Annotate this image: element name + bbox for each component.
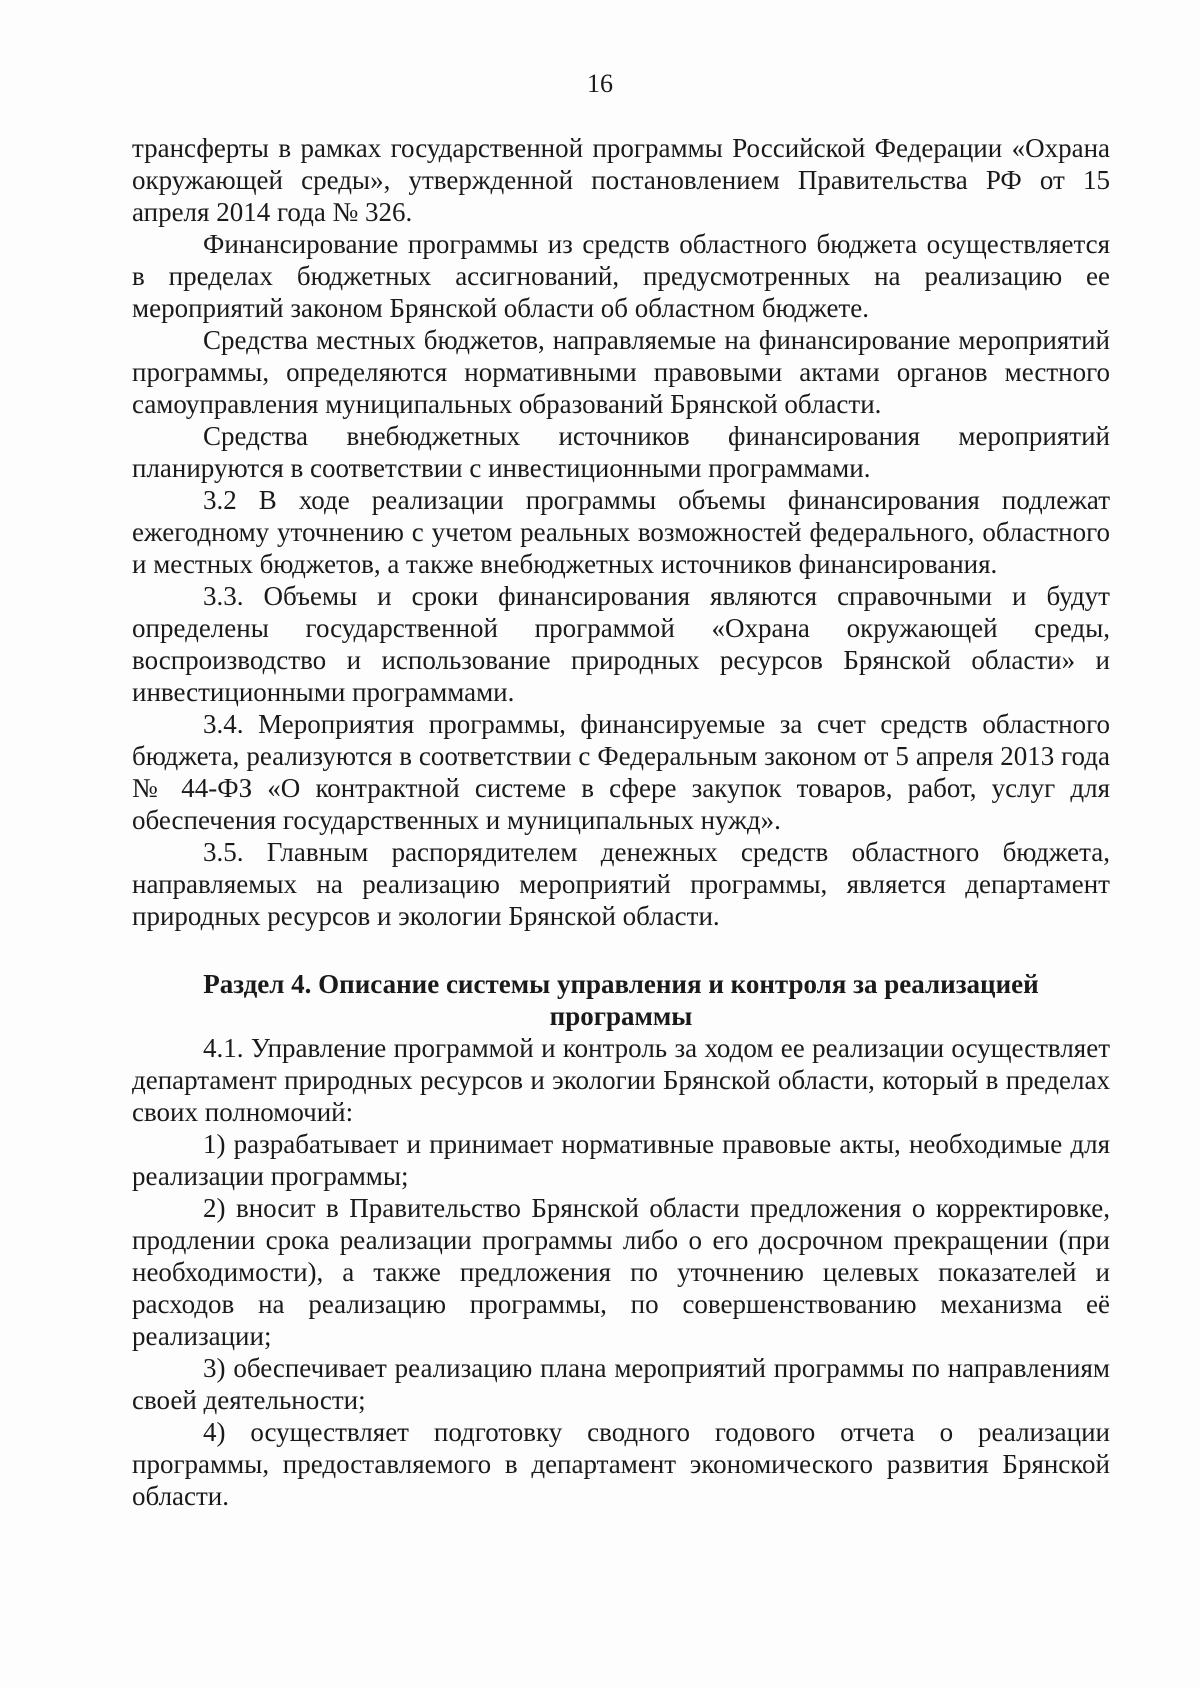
section-heading: Раздел 4. Описание системы управления и контроля за реализацией программы [203,969,1039,1031]
list-item: 4) осуществляет подготовку сводного годового отчета о реализации программы, предоставляемого в департамент экономического развития Брянской области. [132,1417,1110,1511]
paragraph: Финансирование программы из средств областного бюджета осуществляется в пределах бюджетных ассигнований, предусмотренных на реализацию ее мероприятий законом Брянской области об областном бюджете. [132,229,1110,323]
paragraph: 4.1. Управление программой и контроль за ходом ее реализации осуществляет департамент природных ресурсов и экологии Брянской области, который в пределах своих полномочий: [132,1033,1110,1127]
document-body [132,132,1110,1512]
paragraph: Средства внебюджетных источников финансирования мероприятий планируются в соответствии с инвестиционными программами. [132,421,1110,483]
paragraph: 3.2 В ходе реализации программы объемы финансирования подлежат ежегодному уточнению с учетом реальных возможностей федерального, областного и местных бюджетов, а также внебюджетных источников финансирования. [132,485,1110,579]
list-item: 3) обеспечивает реализацию плана мероприятий программы по направлениям своей деятельности; [132,1353,1110,1415]
page-number: 16 [587,69,613,98]
paragraph: 3.5. Главным распорядителем денежных средств областного бюджета, направляемых на реализацию мероприятий программы, является департамент природных ресурсов и экологии Брянской области. [132,837,1110,931]
list-item: 2) вносит в Правительство Брянской области предложения о корректировке, продлении срока реализации программы либо о его досрочном прекращении (при необходимости), а также предложения по уточнению целевых показателей и расходов на реализацию программы, по совершенствованию механизма её реализации; [132,1193,1110,1351]
paragraph: 3.3. Объемы и сроки финансирования являются справочными и будут определены государственной программой «Охрана окружающей среды, воспроизводство и использование природных ресурсов Брянской области» и инвестиционными программами. [132,581,1110,707]
paragraph: Средства местных бюджетов, направляемые на финансирование мероприятий программы, определяются нормативными правовыми актами органов местного самоуправления муниципальных образований Брянской области. [132,325,1110,419]
paragraph: трансферты в рамках государственной программы Российской Федерации «Охрана окружающей среды», утвержденной постановлением Правительства РФ от 15 апреля 2014 года № 326. [132,133,1110,227]
paragraph: 3.4. Мероприятия программы, финансируемые за счет средств областного бюджета, реализуются в соответствии с Федеральным законом от 5 апреля 2013 года № 44-ФЗ «О контрактной системе в сфере закупок товаров, работ, услуг для обеспечения государственных и муниципальных нужд». [132,709,1110,835]
list-item: 1) разрабатывает и принимает нормативные правовые акты, необходимые для реализации программы; [132,1129,1110,1191]
